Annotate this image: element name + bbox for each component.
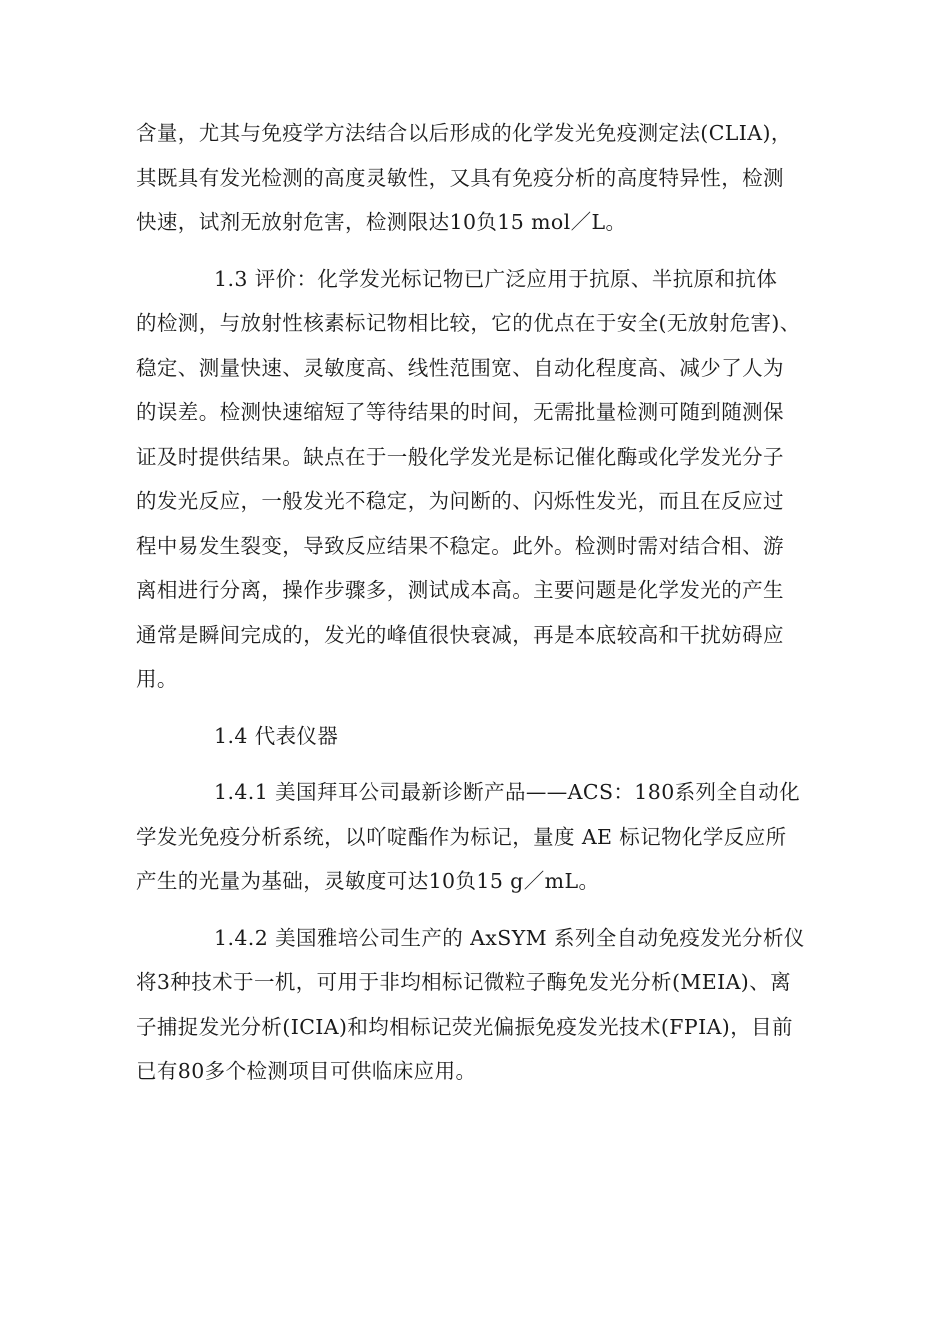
text-line: 子捕捉发光分析(ICIA)和均相标记荧光偏振免疫发光技术(FPIA)，目前 xyxy=(136,1014,793,1039)
section-heading-line: 1.4 代表仪器 xyxy=(214,723,339,748)
text-line: 其既具有发光检测的高度灵敏性，又具有免疫分析的高度特异性，检测 xyxy=(136,165,784,190)
text-line: 稳定、测量快速、灵敏度高、线性范围宽、自动化程度高、减少了人为 xyxy=(136,355,784,380)
paragraph-clia-intro xyxy=(136,111,826,245)
document-body xyxy=(136,111,826,1094)
paragraph-section-1-3 xyxy=(136,257,826,702)
text-line: 快速，试剂无放射危害，检测限达10负15 mol／L。 xyxy=(136,210,627,234)
text-line: 将3种技术于一机，可用于非均相标记微粒子酶免发光分析(MEIA)、离 xyxy=(136,970,791,994)
text-line: 证及时提供结果。缺点在于一般化学发光是标记催化酶或化学发光分子 xyxy=(136,444,784,469)
section-heading-line: 1.3 评价：化学发光标记物已广泛应用于抗原、半抗原和抗体 xyxy=(214,266,778,291)
paragraph-section-1-4 xyxy=(136,714,826,759)
text-line: 通常是瞬间完成的，发光的峰值很快衰减，再是本底较高和干扰妨碍应 xyxy=(136,622,784,647)
text-line: 用。 xyxy=(136,667,178,691)
section-heading-line: 1.4.2 美国雅培公司生产的 AxSYM 系列全自动免疫发光分析仪 xyxy=(214,925,805,950)
text-line: 已有80多个检测项目可供临床应用。 xyxy=(136,1059,477,1083)
text-line: 产生的光量为基础，灵敏度可达10负15 g／mL。 xyxy=(136,869,600,893)
text-line: 离相进行分离，操作步骤多，测试成本高。主要问题是化学发光的产生 xyxy=(136,578,784,602)
text-line: 含量，尤其与免疫学方法结合以后形成的化学发光免疫测定法(CLIA)， xyxy=(136,121,792,145)
text-line: 的发光反应，一般发光不稳定，为问断的、闪烁性发光，而且在反应过 xyxy=(136,489,784,513)
text-line: 的误差。检测快速缩短了等待结果的时间，无需批量检测可随到随测保 xyxy=(136,400,784,424)
text-line: 学发光免疫分析系统，以吖啶酯作为标记，量度 AE 标记物化学反应所 xyxy=(136,824,787,849)
paragraph-section-1-4-1 xyxy=(136,770,826,904)
paragraph-section-1-4-2 xyxy=(136,916,826,1094)
section-heading-line: 1.4.1 美国拜耳公司最新诊断产品——ACS：180系列全自动化 xyxy=(214,780,801,804)
text-line: 程中易发生裂变，导致反应结果不稳定。此外。检测时需对结合相、游 xyxy=(136,533,784,558)
text-line: 的检测，与放射性核素标记物相比较，它的优点在于安全(无放射危害)、 xyxy=(136,311,801,335)
